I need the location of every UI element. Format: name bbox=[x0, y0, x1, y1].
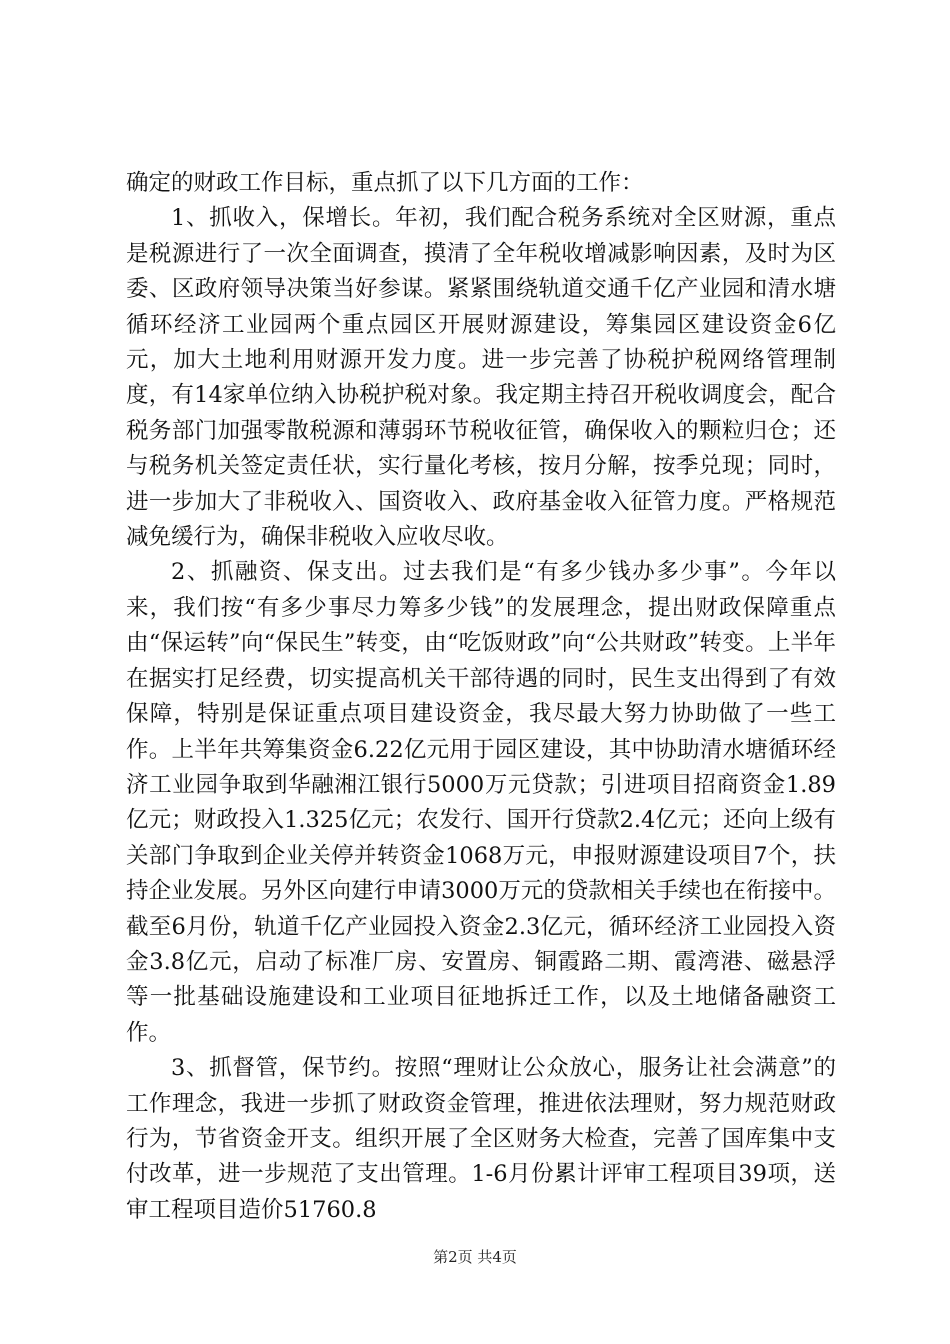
page-number-footer: 第2页 共4页 bbox=[433, 1248, 517, 1266]
paragraph-financing: 2、抓融资、保支出。过去我们是“有多少钱办多少事”。今年以来，我们按“有多少事尽力筹多少钱”的发展理念，提出财政保障重点由“保运转”向“保民生”转变，由“吃饭财政”向“公共财政”转变。上半年在据实打足经费，切实提高机关干部待遇的同时，民生支出得到了有效保障，特别是保证重点项目建设资金，我尽最大努力协助做了一些工作。上半年共筹集资金6.22亿元用于园区建设，其中协助清水塘循环经济工业园争取到华融湘江银行5000万元贷款；引进项目招商资金1.89亿元；财政投入1.325亿元；农发行、国开行贷款2.4亿元；还向上级有关部门争取到企业关停并转资金1068万元，申报财源建设项目7个，扶持企业发展。另外区向建行申请3000万元的贷款相关手续也在衔接中。截至6月份，轨道千亿产业园投入资金2.3亿元，循环经济工业园投入资金3.8亿元，启动了标准厂房、安置房、铜霞路二期、霞湾港、磁悬浮等一批基础设施建设和工业项目征地拆迁工作，以及土地储备融资工作。 bbox=[126, 559, 836, 1046]
paragraph-supervision: 3、抓督管，保节约。按照“理财让公众放心，服务让社会满意”的工作理念，我进一步抓了财政资金管理，推进依法理财，努力规范财政行为，节省资金开支。组织开展了全区财务大检查，完善了国库集中支付改革，进一步规范了支出管理。1-6月份累计评审工程项目39项，送审工程项目造价51760.8 bbox=[126, 1055, 836, 1223]
paragraph-intro: 确定的财政工作目标，重点抓了以下几方面的工作： bbox=[126, 170, 644, 196]
document-body bbox=[126, 166, 836, 1228]
paragraph-revenue: 1、抓收入，保增长。年初，我们配合税务系统对全区财源，重点是税源进行了一次全面调查，摸清了全年税收增减影响因素，及时为区委、区政府领导决策当好参谋。紧紧围绕轨道交通千亿产业园和清水塘循环经济工业园两个重点园区开展财源建设，筹集园区建设资金6亿元，加大土地利用财源开发力度。进一步完善了协税护税网络管理制度，有14家单位纳入协税护税对象。我定期主持召开税收调度会，配合税务部门加强零散税源和薄弱环节税收征管，确保收入的颗粒归仓；还与税务机关签定责任状，实行量化考核，按月分解，按季兑现；同时，进一步加大了非税收入、国资收入、政府基金收入征管力度。严格规范减免缓行为，确保非税收入应收尽收。 bbox=[126, 205, 836, 551]
